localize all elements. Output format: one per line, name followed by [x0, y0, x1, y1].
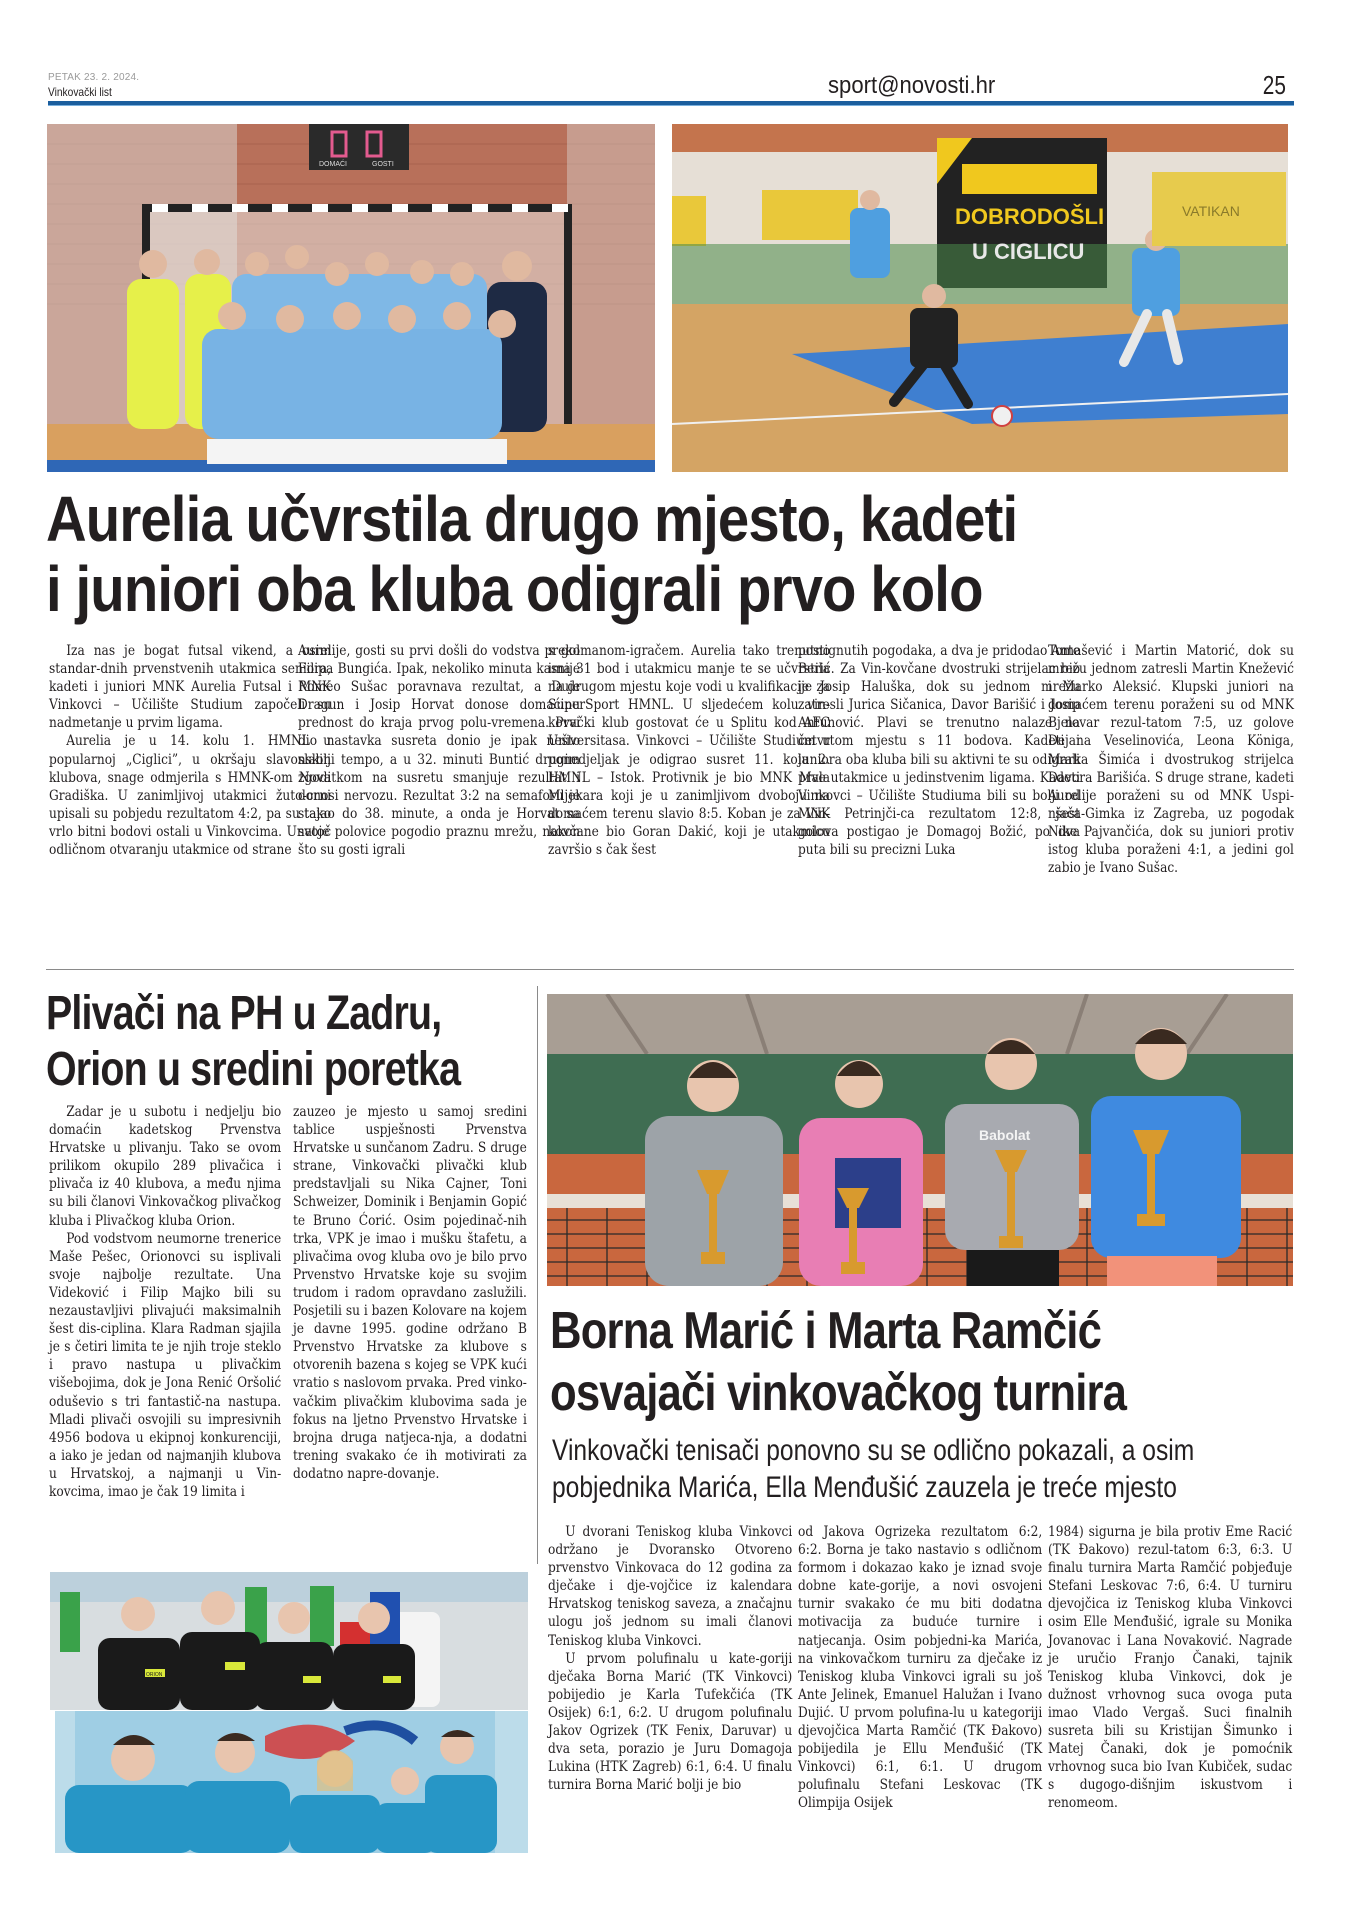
tennis-deck [552, 1432, 1290, 1506]
scoreboard-away-label: GOSTI [372, 161, 394, 168]
swimming-paragraph: Pod vodstvom neumorne trenerice Maše Pešec, Orionovci su isplivali svoje najbolje rezultate. Una Videković i Filip Majko bili su nezaustavljivi plivajući maksimalnih šest dis-ciplina. Klara Radman sjajila je s četiri limita te je njih troje steklo i pravo nastupa u plivačkim višebojima, dok je Jona Renić Oršolić oduševio s tri fantastič-na nastupa. Mladi plivači osvojili su impresivnih 4956 bodova u ekipnoj konkurenciji, a iako je jedan od najmanjih klubova u Hrvatskoj, a najmanji u Vin-kovcima, imao je čak 19 limita i [49, 1230, 282, 1500]
swimming-headline [46, 986, 472, 1098]
futsal-column-4 [798, 642, 1080, 859]
futsal-paragraph: postignutih pogodaka, a dva je pridodao Ante Berić. Za Vin-kovčane dvostruki strijelac bio je Josip Haluška, dok su jednom mrežu zatresli Jurica Sičanica, Davor Barišić i Josip Antunović. Plavi se trenutno nalaze na četvrtom mjestu s 11 bodova. Kadeti i juniora oba kluba bili su aktivni te su odigrali prve utakmice u jedinstvenim ligama. Kadeti Vinkovci – Učilište Studiuma bili su bolji od MNK Petrinjči-ca rezultatom 12:8, šest golova postigao je Domagoj Božić, po dva puta bili su precizni Luka [798, 643, 1081, 859]
tennis-headline-line1: Borna Marić i Marta Ramčić [550, 1302, 1102, 1360]
tennis-winners-photo [547, 994, 1293, 1286]
swimming-headline-line1: Plivači na PH u Zadru, [46, 987, 442, 1040]
tennis-column-1 [548, 1523, 793, 1794]
futsal-paragraph: Tomašević i Martin Matorić, dok su mrežu jednom zatresli Martin Knežević i Marko Aleksić. Klupski juniori na domaćem terenu poraženi su od MNK Bjelovar rezul-tatom 7:5, uz golove Dejana Veselinovića, Leona Königa, Marka Šimića i dvostrukog strijelca Davora Barišića. S druge strane, kadeti Aurelije poraženi su od MNK Uspi-njača-Gimka iz Zagreba, uz pogodak Nike Pajvančića, dok su juniori protiv istog kluba poraženi 4:1, a jedini gol zabio je Ivano Sušac. [1048, 643, 1294, 877]
swimmers-vpk-photo [55, 1711, 528, 1853]
section-email: sport@novosti.hr [828, 72, 996, 99]
tennis-deck-line1: Vinkovački tenisači ponovno su se odlično pokazali, a osim [552, 1434, 1195, 1467]
tennis-column-3 [1048, 1523, 1293, 1813]
swimmers-orion-photo [50, 1572, 528, 1710]
tennis-headline-line2: osvajači vinkovačkog turnira [550, 1364, 1127, 1422]
babolat-shirt-text: Babolat [979, 1127, 1031, 1143]
swimming-column-1 [49, 1103, 281, 1501]
tennis-paragraph: U dvorani Teniskog kluba Vinkovci održano je Dvoransko Otvoreno prvenstvo Vinkovaca do 12 godina za dječake i dje-vojčice iz kalendara Hrvatskog teniskog saveza, a značajnu ulogu još jednom su imali članovi Teniskog kluba Vinkovci. [548, 1524, 793, 1649]
futsal-column-5 [1048, 642, 1330, 877]
tennis-column-2 [798, 1523, 1043, 1813]
scoreboard-home-label: DOMAĆI [319, 161, 347, 168]
futsal-headline-line2: i juniori oba kluba odigrali prvo kolo [46, 553, 983, 625]
swimming-column-2 [293, 1103, 525, 1483]
tennis-paragraph: od Jakova Ogrizeka rezultatom 6:2, 6:2. Borna je tako nastavio s odličnom formom i dokazao kako je iznad svoje dobne kate-gorije, a novi osvojeni turnir svakako će mu biti dodatna motivacija za buduće turnire i natjecanja. Osim pobjedni-ka Marića, na vinkovačkom turniru za dječake iz Teniskog kluba Vinkovci igrali su još Ante Jelinek, Emanuel Halužan i Ivano Dujić. U prvom polufina-lu u kategoriji djevojčica Marta Ramčić (TK Đakovo) pobijedila je Ellu Menđušić (TK Vinkovci) 6:1, 6:1. U drugom polufinalu Stefani Leskovac (TK Olimpija Osijek [798, 1524, 1043, 1812]
swimming-paragraph: Zadar je u subotu i nedjelju bio domaćin kadetskog Prvenstva Hrvatske u plivanju. Tako se ovom prilikom okupilo 289 plivačica i plivača iz 40 klubova, a među njima su bili članovi Vinkovačkog plivačkog kluba i Plivačkog kluba Orion. [49, 1104, 282, 1229]
swimming-headline-line2: Orion u sredini poretka [46, 1043, 461, 1096]
futsal-headline [46, 484, 1155, 624]
futsal-paragraph: Aurelije, gosti su prvi došli do vodstva preko Filipa Bungića. Ipak, nekoliko minuta kasnije Romeo Sušac poravnava rezultat, a Duje Dragun i Josip Horvat donose domaćinu prednost do kraja prvog polu-vremena. Prvi dio nastavka susreta donio je ipak nešto slabiji tempo, a u 32. minuti Buntić drugim zgoditkom na susretu smanjuje rezultat i donosi nervozu. Rezultat 3:2 na semaforu je stajao do 38. minute, a onda je Horvat sa svoje polovice pogodio praznu mrežu, nakon što su gosti igrali [298, 643, 581, 859]
futsal-paragraph: Aurelia je u 14. kolu 1. HMNL u popularnoj „Ciglici”, u okršaju slavonskih klubova, snage odmjerila s HMNK-om Nova Gradiška. U zanimljivoj utakmici žuto-crni upisali su pobjedu rezultatom 4:2, pa su tako vrlo bitni bodovi ostali u Vinkovcima. Unatoč odličnom otvaranju utakmice od strane [49, 733, 332, 859]
tennis-deck-line2: pobjednika Marića, Ella Menđušić zauzela je treće mjesto [552, 1471, 1177, 1504]
orion-shirt-label: ORION [146, 1672, 163, 1678]
swimming-paragraph: zauzeo je mjesto u samoj sredini tablice uspješnosti Prvenstva Hrvatske u sunčanom Zadru. S druge strane, Vinkovački plivački klub predstavljali su Nika Cajner, Toni Schweizer, Dominik i Benjamin Gopić te Bruno Ćorić. Osim pojedinač-nih trka, VPK je imao i mušku štafetu, a plivačima ovog kluba ovo je bilo prvo Prvenstvo Hrvatske koje su svojim trudom i radom opravdano zaslužili. Posjetili su i bazen Kolovare na kojem je davne 1995. godine održano B Prvenstvo Hrvatske za klubove s otvorenih bazena s kojeg se VPK kući vratio s naslovom prvaka. Pred vinko-vačkim plivačkim klubovima sada je fokus na ljetno Prvenstvo Hrvatske i brojna druga natjeca-nja, a dodatni trening svakako će ih motivirati za dodatno napre-dovanje. [293, 1104, 527, 1482]
tennis-headline [550, 1300, 1306, 1424]
masthead [48, 70, 1294, 104]
banner-ciglica-text: U CIGLICU [972, 239, 1085, 264]
banner-welcome-text: DOBRODOŠLI [955, 204, 1105, 229]
page-number: 25 [1262, 70, 1286, 100]
banner-sponsor-text: VATIKAN [1182, 203, 1240, 219]
futsal-paragraph: s golmanom-igračem. Aurelia tako trenutno ima 31 bod i utakmicu manje te se učvrstila na drugom mjestu koje vodi u kvalifikacije za SuperSport HMNL. U sljedećem kolu vin-kovački klub gostovat će u Splitu kod AFC Universitasa. Vinkovci – Učilište Studium u ponedjeljak je odigrao susret 11. kola 2. HMNL – Istok. Protivnik je bio MNK Mala Mljekara koji je u zanimljivom dvoboju na domaćem terenu slavio 8:5. Koban je za Vin-kovčane bio Goran Dakić, koji je utakmicu završio s čak šest [548, 643, 831, 859]
futsal-headline-line1: Aurelia učvrstila drugo mjesto, kadeti [46, 483, 1018, 555]
futsal-match-photo [672, 124, 1288, 472]
tennis-paragraph: 1984) sigurna je bila protiv Eme Racić (TK Đakovo) rezul-tatom 6:3, 6:3. U finalu turnira Marta Ramčić pobjeđuje Stefani Leskovac 7:6, 6:4. U turniru djevojčica iz Teniskog kluba Vinkovci osim Elle Menđušić, igrale su Monika Jovanovac i Lana Novaković. Nagrade je uručio Franjo Čanaki, tajnik Teniskog kluba Vinkovci, dok je dužnost vrhovnog suca ovoga puta imao Vlado Vergaš. Suci finalnih susreta bili su Kristijan Šimunko i Matej Čanaki, dok je pomoćnik vrhovnog suca bio Ivan Kubiček, sudac s dugogo-dišnjim iskustvom i renomeom. [1048, 1524, 1293, 1812]
tennis-paragraph: U prvom polufinalu u kate-goriji dječaka Borna Marić (TK Vinkovci) pobijedio je Karla Tufekčića (TK Osijek) 6:1, 6:2. U drugom polufinalu Jakov Ogrizek (TK Fenix, Daruvar) u dva seta, porazio je Juru Domagoja Lukina (HTK Zagreb) 6:1, 6:4. U finalu turnira Borna Marić bolji je bio [548, 1650, 793, 1794]
section-divider [46, 969, 1294, 970]
futsal-column-3 [548, 642, 830, 859]
issue-date: PETAK 23. 2. 2024. [48, 72, 140, 83]
newspaper-name: Vinkovački list [48, 85, 112, 99]
futsal-column-1 [49, 642, 331, 859]
futsal-team-photo [47, 124, 655, 472]
futsal-column-2 [298, 642, 580, 859]
column-divider [537, 986, 538, 1564]
futsal-paragraph: Iza nas je bogat futsal vikend, a osim standar-dnih prvenstvenih utakmica seniora, kadeti i juniori MNK Aurelia Futsal i MNK Vinkovci – Učilište Studium započeli su nadmetanje u prvim ligama. [49, 643, 332, 732]
header-rule-light [48, 105, 1294, 106]
